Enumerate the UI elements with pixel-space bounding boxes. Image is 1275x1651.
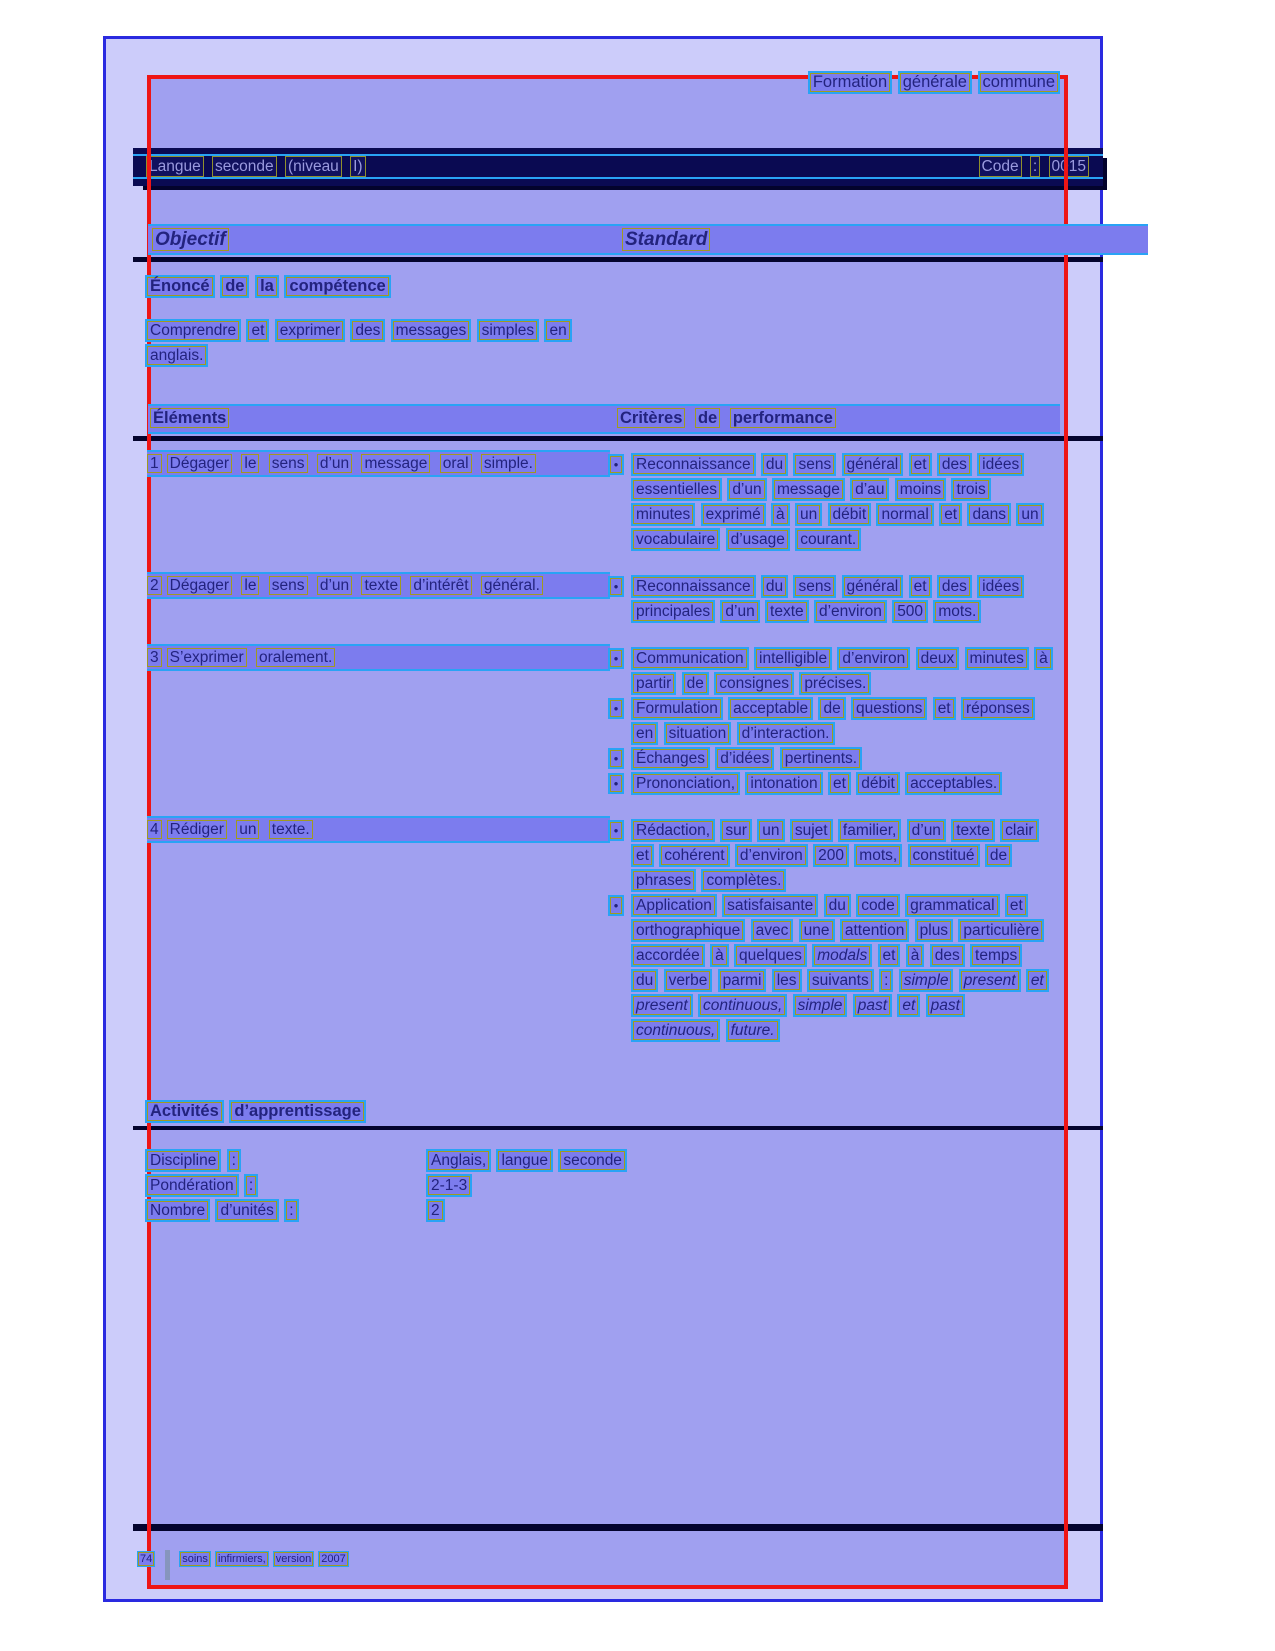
word: à	[773, 505, 788, 524]
word: général.	[481, 576, 543, 595]
word: langue	[498, 1151, 551, 1170]
word: d’interaction.	[739, 724, 833, 743]
criteria-item	[610, 574, 1056, 624]
word: suivants	[809, 971, 872, 990]
word: performance	[730, 408, 836, 428]
criteria-item	[610, 746, 1056, 771]
word: message	[774, 480, 843, 499]
word: d’un	[317, 454, 352, 473]
word: Prononciation,	[633, 774, 738, 793]
word: moins	[897, 480, 944, 499]
word: et	[880, 946, 899, 965]
word: des	[352, 321, 383, 340]
word: :	[286, 1201, 296, 1220]
word: Critères	[617, 408, 685, 428]
word: de	[820, 699, 843, 718]
word: un	[797, 505, 820, 524]
element-number: 3	[147, 648, 162, 667]
word: accordée	[633, 946, 703, 965]
word: messages	[393, 321, 470, 340]
word: d’environ	[816, 602, 885, 621]
word: present	[633, 996, 691, 1015]
word: quelques	[736, 946, 805, 965]
word: Comprendre	[147, 321, 239, 340]
word: en	[633, 724, 656, 743]
word: minutes	[633, 505, 693, 524]
word: situation	[666, 724, 730, 743]
word: sens	[795, 455, 834, 474]
word: Dégager	[167, 576, 232, 595]
word: Formulation	[633, 699, 721, 718]
word: plus	[917, 921, 951, 940]
bullet-icon: •	[610, 775, 622, 792]
detail-label	[147, 1198, 428, 1223]
word: I)	[350, 156, 365, 177]
word: deux	[918, 649, 958, 668]
word: à	[712, 946, 727, 965]
word: et	[941, 505, 960, 524]
detail-row	[147, 1198, 767, 1223]
word: Nombre	[147, 1201, 208, 1220]
word: et	[899, 996, 918, 1015]
word: et	[633, 846, 652, 865]
word: et	[935, 699, 954, 718]
word: à	[908, 946, 923, 965]
word: Objectif	[152, 228, 229, 251]
word: Énoncé	[147, 277, 213, 296]
word: dans	[969, 505, 1009, 524]
bullet-icon: •	[610, 578, 622, 595]
enonce-heading	[147, 274, 394, 299]
word: général	[844, 455, 902, 474]
table-row	[147, 818, 1078, 1043]
bullet-icon: •	[610, 456, 622, 473]
word: mots,	[856, 846, 900, 865]
word: Formation	[810, 73, 890, 92]
word: avec	[753, 921, 792, 940]
objectif-heading	[152, 226, 234, 253]
word: (niveau	[285, 156, 342, 177]
word: :	[246, 1176, 256, 1195]
word: oral	[440, 454, 472, 473]
word: Anglais,	[428, 1151, 489, 1170]
word: à	[1036, 649, 1051, 668]
word: questions	[853, 699, 925, 718]
word: 200	[815, 846, 847, 865]
word: sens	[269, 576, 308, 595]
footer-text	[180, 1550, 351, 1568]
word: 2007	[321, 1553, 346, 1565]
word: réponses	[963, 699, 1033, 718]
word: et	[911, 577, 930, 596]
elements-heading	[150, 406, 234, 430]
word: orthographique	[633, 921, 743, 940]
word: Application	[633, 896, 715, 915]
word: Éléments	[150, 408, 229, 428]
word: Activités	[147, 1102, 222, 1121]
word: du	[633, 971, 656, 990]
element-cell	[147, 646, 610, 669]
word: familier,	[840, 821, 899, 840]
word: un	[1018, 505, 1041, 524]
word: :	[229, 1151, 239, 1170]
word: satisfaisante	[724, 896, 816, 915]
word: particulière	[960, 921, 1042, 940]
word: seconde	[212, 156, 277, 177]
word: pertinents.	[782, 749, 860, 768]
bullet-icon: •	[610, 750, 622, 767]
element-cell	[147, 818, 610, 841]
word: d’intérêt	[410, 576, 471, 595]
criteria-text	[633, 746, 1056, 771]
word: Reconnaissance	[633, 455, 754, 474]
word: 0015	[1049, 156, 1089, 177]
word: idées	[979, 577, 1022, 596]
word: Échanges	[633, 749, 708, 768]
word: de	[695, 408, 720, 428]
word: constitué	[910, 846, 978, 865]
word: continuous,	[700, 996, 785, 1015]
word: en	[546, 321, 569, 340]
criteria-item	[610, 646, 1056, 696]
word: Rédaction,	[633, 821, 713, 840]
word: d’unités	[217, 1201, 276, 1220]
word: normal	[878, 505, 931, 524]
word: les	[774, 971, 800, 990]
word: des	[939, 577, 970, 596]
word: et	[1007, 896, 1026, 915]
word: anglais.	[147, 346, 206, 365]
criteria-cell	[610, 452, 1056, 552]
table-row	[147, 452, 1078, 552]
word: idées	[979, 455, 1022, 474]
word: mots.	[935, 602, 979, 621]
word: Discipline	[147, 1151, 219, 1170]
word: texte	[953, 821, 993, 840]
word: consignes	[716, 674, 792, 693]
word: acceptables.	[907, 774, 1000, 793]
word: de	[684, 674, 707, 693]
word: version	[275, 1553, 312, 1565]
course-details	[147, 1148, 767, 1223]
word: present	[961, 971, 1019, 990]
word: d’idées	[717, 749, 772, 768]
word: d’environ	[839, 649, 908, 668]
word: :	[1030, 156, 1040, 177]
word: d’un	[909, 821, 944, 840]
word: 2-1-3	[428, 1176, 470, 1195]
page-number	[138, 1550, 157, 1568]
word: débit	[858, 774, 898, 793]
criteria-text	[633, 893, 1056, 1043]
word: parmi	[720, 971, 765, 990]
element-number: 4	[147, 820, 162, 839]
table-row	[147, 646, 1078, 796]
word: simple	[795, 996, 846, 1015]
detail-value	[428, 1198, 448, 1223]
word: Code	[979, 156, 1022, 177]
word: 74	[140, 1553, 153, 1565]
word: soins	[182, 1553, 208, 1565]
element-cell	[147, 574, 610, 597]
word: verbe	[666, 971, 711, 990]
activites-heading	[147, 1099, 369, 1124]
detail-label	[147, 1173, 428, 1198]
criteria-item	[610, 771, 1056, 796]
criteria-item	[610, 893, 1056, 1043]
word: 2	[428, 1201, 443, 1220]
word: un	[236, 820, 259, 839]
bullet-icon: •	[610, 822, 622, 839]
criteria-cell	[610, 574, 1056, 624]
word: du	[826, 896, 849, 915]
word: grammatical	[907, 896, 997, 915]
word: d’apprentissage	[231, 1102, 364, 1121]
word: modals	[814, 946, 870, 965]
word: infirmiers,	[218, 1553, 266, 1565]
word: sens	[269, 454, 308, 473]
word: 500	[894, 602, 926, 621]
detail-row	[147, 1173, 767, 1198]
word: et	[1028, 971, 1047, 990]
cursor-bar	[165, 1550, 170, 1580]
criteria-text	[633, 646, 1056, 696]
element-band	[147, 818, 610, 841]
word: phrases	[633, 871, 694, 890]
word: Communication	[633, 649, 747, 668]
word: message	[361, 454, 430, 473]
word: du	[763, 577, 786, 596]
element-text	[167, 455, 541, 472]
word: oralement.	[256, 648, 335, 667]
word: Standard	[622, 228, 710, 251]
word: texte	[361, 576, 401, 595]
word: sujet	[792, 821, 831, 840]
bullet-icon: •	[610, 700, 622, 717]
word: complètes.	[703, 871, 784, 890]
word: minutes	[967, 649, 1027, 668]
word: cohérent	[661, 846, 727, 865]
word: sens	[795, 577, 834, 596]
word: et	[830, 774, 849, 793]
element-number: 2	[147, 576, 162, 595]
word: texte	[767, 602, 807, 621]
criteria-item	[610, 818, 1056, 893]
word: courant.	[797, 530, 859, 549]
element-text	[167, 577, 548, 594]
detail-value	[428, 1173, 475, 1198]
word: le	[241, 454, 259, 473]
word: Pondération	[147, 1176, 237, 1195]
word: la	[257, 277, 277, 296]
criteria-text	[633, 574, 1056, 624]
word: vocabulaire	[633, 530, 718, 549]
word: précises.	[801, 674, 869, 693]
column-header-band	[148, 226, 1148, 253]
element-number: 1	[147, 454, 162, 473]
word: du	[763, 455, 786, 474]
word: des	[939, 455, 970, 474]
element-band	[147, 452, 610, 475]
word: d’un	[317, 576, 352, 595]
element-cell	[147, 452, 610, 475]
word: acceptable	[730, 699, 811, 718]
word: simple	[901, 971, 952, 990]
word: des	[932, 946, 963, 965]
word: simples	[479, 321, 538, 340]
word: de	[222, 277, 247, 296]
word: continuous,	[633, 1021, 718, 1040]
program-header	[151, 70, 1063, 95]
word: Langue	[146, 156, 204, 177]
word: past	[928, 996, 963, 1015]
word: sur	[722, 821, 750, 840]
word: exprimé	[703, 505, 764, 524]
word: S’exprimer	[167, 648, 247, 667]
word: commune	[980, 73, 1058, 92]
word: et	[248, 321, 267, 340]
detail-label	[147, 1148, 428, 1173]
word: partir	[633, 674, 674, 693]
detail-value	[428, 1148, 630, 1173]
criteria-item	[610, 452, 1056, 552]
word: un	[759, 821, 782, 840]
detail-row	[147, 1148, 767, 1173]
word: past	[855, 996, 890, 1015]
word: et	[911, 455, 930, 474]
word: principales	[633, 602, 713, 621]
element-band	[147, 574, 610, 597]
word: future.	[728, 1021, 778, 1040]
element-text	[167, 649, 341, 666]
word: exprimer	[277, 321, 343, 340]
word: texte.	[269, 820, 313, 839]
table-header-band	[148, 406, 1060, 432]
word: simple.	[481, 454, 536, 473]
standard-heading	[622, 226, 715, 253]
elements-table	[147, 452, 1078, 1065]
criteria-text	[633, 696, 1056, 746]
word: essentielles	[633, 480, 720, 499]
word: d’environ	[737, 846, 806, 865]
word: débit	[830, 505, 870, 524]
element-band	[147, 646, 610, 669]
word: le	[241, 576, 259, 595]
element-text	[167, 821, 318, 838]
word: de	[987, 846, 1010, 865]
word: général	[844, 577, 902, 596]
word: intelligible	[756, 649, 830, 668]
word: :	[881, 971, 891, 990]
word: d’un	[729, 480, 764, 499]
word: d’un	[722, 602, 757, 621]
criteria-cell	[610, 818, 1056, 1043]
word: Dégager	[167, 454, 232, 473]
word: Rédiger	[167, 820, 227, 839]
word: une	[801, 921, 833, 940]
criteres-heading	[617, 406, 841, 430]
word: trois	[953, 480, 988, 499]
bullet-icon: •	[610, 897, 622, 914]
word: générale	[900, 73, 970, 92]
criteria-cell	[610, 646, 1056, 796]
word: intonation	[747, 774, 820, 793]
page-footer	[138, 1550, 351, 1580]
word: seconde	[560, 1151, 625, 1170]
word: temps	[972, 946, 1020, 965]
enonce-text	[147, 318, 602, 368]
criteria-text	[633, 452, 1056, 552]
word: Reconnaissance	[633, 577, 754, 596]
table-row	[147, 574, 1078, 624]
criteria-item	[610, 696, 1056, 746]
word: d’usage	[728, 530, 788, 549]
word: clair	[1002, 821, 1036, 840]
criteria-text	[633, 771, 1056, 796]
word: compétence	[286, 277, 388, 296]
bullet-icon: •	[610, 650, 622, 667]
criteria-text	[633, 818, 1056, 893]
word: attention	[842, 921, 907, 940]
word: code	[858, 896, 898, 915]
word: d’au	[852, 480, 887, 499]
